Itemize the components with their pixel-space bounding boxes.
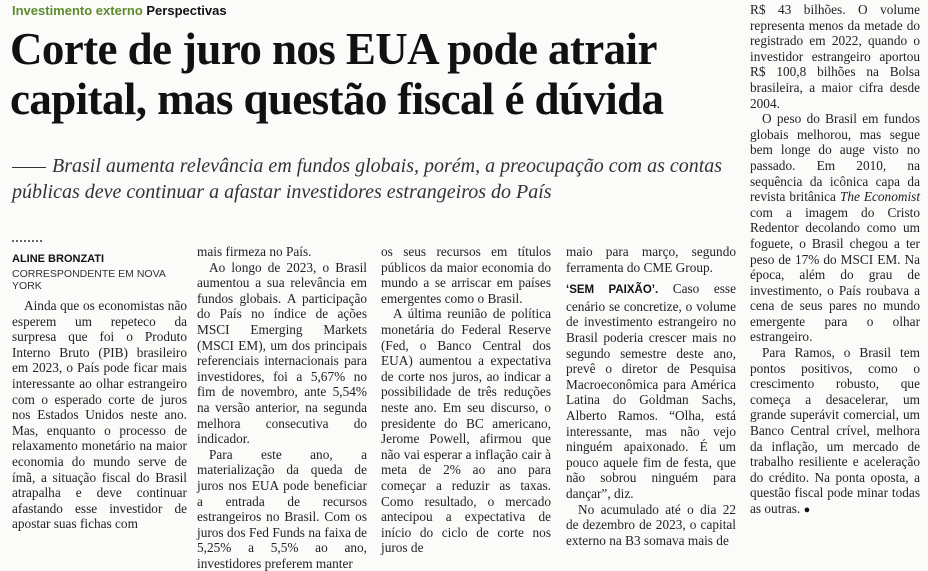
paragraph: R$ 43 bilhões. O volume representa menos da metade do registrado em 2022, quando o investidor estrangeiro aportou R$ 100,8 bilhões na Bolsa brasileira, a maior cifra desde 2004. <box>750 2 920 111</box>
paragraph-with-lead-in <box>566 281 736 501</box>
magazine-title: The Economist <box>839 189 921 205</box>
paragraph: maio para março, segundo ferramenta do CME Group. <box>566 244 736 275</box>
kicker-subsection: Perspectivas <box>146 3 227 18</box>
end-of-article-icon: ● <box>803 504 811 516</box>
paragraph-text: Para Ramos, o Brasil tem pontos positivos, como o crescimento robusto, que começa a desacelerar, um grande superávit comercial, um Banco Central crível, melhora da inflação, um mercado de trabalho resiliente e aceleração do crédito. Na ponta oposta, a questão fiscal pode minar todas as outras. <box>750 345 920 516</box>
headline: Corte de juro nos EUA pode atrair capital, mas questão fiscal é dúvida <box>10 24 664 124</box>
section-lead-in: ‘SEM PAIXÃO’. <box>566 284 659 297</box>
kicker-section: Investimento externo <box>12 3 143 18</box>
paragraph-text: O peso do Brasil em fundos globais melhorou, mas segue bem longe do auge visto no passado. Em 2010, na sequência da icônica capa da revista britânica <box>750 111 920 205</box>
article-column-4 <box>566 244 736 548</box>
article-column-3 <box>381 244 551 556</box>
standfirst-text: Brasil aumenta relevância em fundos globais, porém, a preocupação com as contas públicas deve continuar a afastar investidores estrangeiros do País <box>12 155 723 203</box>
paragraph: Ao longo de 2023, o Brasil aumentou a sua relevância em fundos globais. A participação do País no índice de ações MSCI Emerging Markets (MSCI EM), um dos principais referenciais internacionais para investidores, foi a 5,67% no fim de novembro, ante 5,54% na versão anterior, na segunda melhora consecutiva do indicador. <box>197 259 367 447</box>
paragraph: No acumulado até o dia 22 de dezembro de 2023, o capital externo na B3 somava mais de <box>566 501 736 548</box>
paragraph-text: com a imagem do Cristo Redentor decolando como um foguete, o Brasil chegou a ter peso de 17% do MSCI EM. Na época, além do grau de investimento, o País roubava a cena de seus pares no mundo emergente para o olhar estrangeiro. <box>750 204 920 345</box>
paragraph: Para este ano, a materialização da queda de juros nos EUA pode beneficiar a entrada de recursos estrangeiros no Brasil. Com os juros dos Fed Funds na faixa de 5,25% a 5,5% ao ano, investidores preferem manter <box>197 446 367 571</box>
article-column-1 <box>12 298 187 532</box>
paragraph: A última reunião de política monetária do Federal Reserve (Fed, o Banco Central dos EUA) aumentou a expectativa de corte nos juros, ao indicar a possibilidade de três reduções neste ano. Em seu discurso, o presidente do BC americano, Jerome Powell, afirmou que não vai esperar a inflação cair à meta de 2% ao ano para começar a reduzir as taxas. Como resultado, o mercado antecipou a expectativa de início do ciclo de corte nos juros de <box>381 306 551 556</box>
standfirst <box>12 153 747 205</box>
kicker <box>12 3 227 18</box>
author-role: CORRESPONDENTE EM NOVA YORK <box>12 268 166 292</box>
paragraph <box>750 111 920 345</box>
article-column-2 <box>197 244 367 571</box>
byline <box>12 240 187 292</box>
paragraph: mais firmeza no País. <box>197 244 312 259</box>
paragraph: os seus recursos em títulos públicos da maior economia do mundo a se arriscar em países emergentes como o Brasil. <box>381 244 551 306</box>
paragraph <box>750 345 920 519</box>
paragraph: Ainda que os economistas não esperem um repeteco da surpresa que foi o Produto Interno Bruto (PIB) brasileiro em 2023, o País pode ficar mais interessante ao olhar estrangeiro com o esperado corte de juros nos Estados Unidos neste ano. Mas, enquanto o processo de relaxamento monetário na maior economia do mundo serve de ímã, a situação fiscal do Brasil atrapalha e deve continuar afastando esse investidor de apostar suas fichas com <box>12 298 187 532</box>
byline-divider <box>12 240 42 242</box>
standfirst-rule <box>12 167 46 168</box>
article-column-5 <box>750 2 920 519</box>
author-name: ALINE BRONZATI <box>12 253 105 265</box>
paragraph-text: Caso esse cenário se concretize, o volume de investimento estrangeiro no Brasil poderia crescer mais no segundo semestre deste ano, prevê o diretor de Pesquisa Macroeconômica para América Latina do Goldman Sachs, Alberto Ramos. “Olha, está interessante, mas não vejo ninguém apaixonado. É um pouco aquele fim de festa, que não sobrou ninguém para dançar”, diz. <box>566 281 736 501</box>
